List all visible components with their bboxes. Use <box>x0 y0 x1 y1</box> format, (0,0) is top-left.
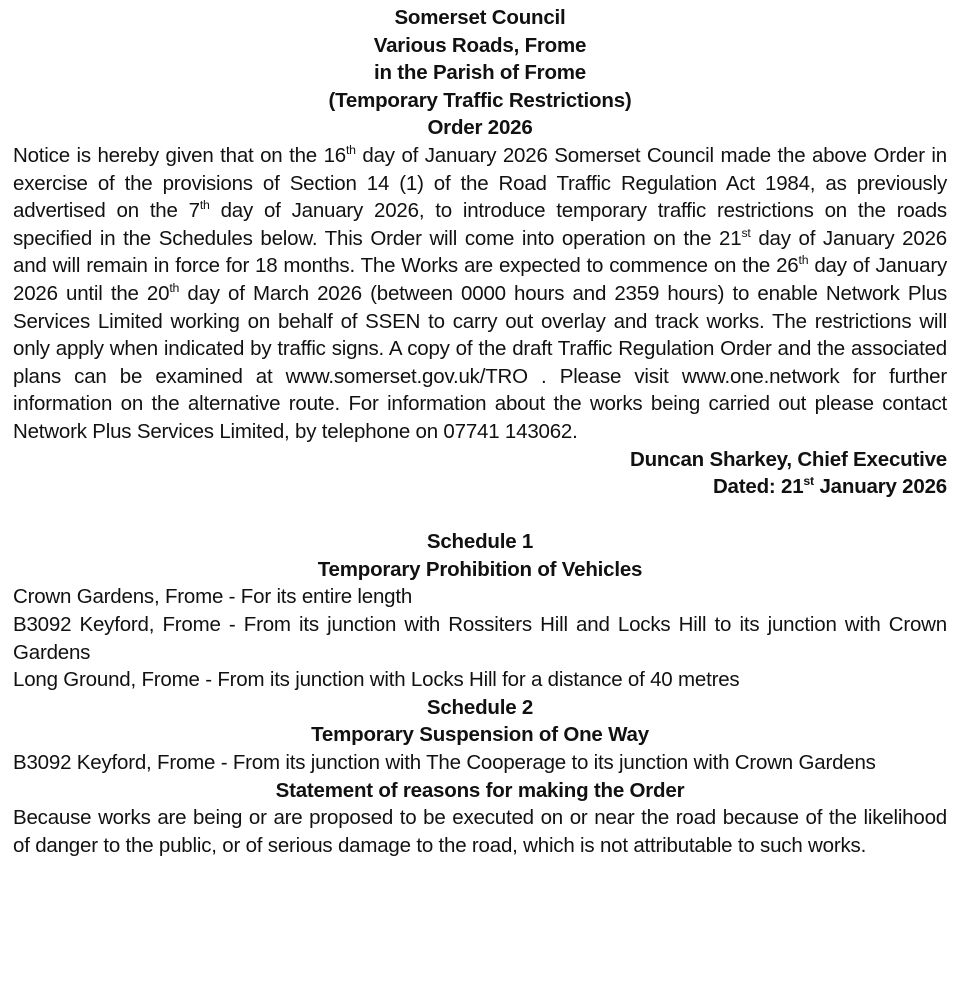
ordinal-suffix: th <box>798 253 809 268</box>
ordinal-suffix: th <box>169 281 180 296</box>
restriction-type: (Temporary Traffic Restrictions) <box>328 88 632 112</box>
schedule-1-item: Crown Gardens, Frome - For its entire length <box>13 585 413 609</box>
dated-prefix: Dated: 21 <box>712 475 804 499</box>
ordinal-suffix: st <box>741 225 751 240</box>
dated-line <box>13 473 947 501</box>
schedule-1-subheading: Temporary Prohibition of Vehicles <box>317 557 643 581</box>
schedule-1-item: B3092 Keyford, Frome - From its junction with Rossiters Hill and Locks Hill to its junction with Crown Gardens <box>13 613 947 664</box>
ordinal-suffix: th <box>199 198 210 213</box>
spacer <box>13 501 947 529</box>
notice-text-6: day of March 2026 (between 0000 hours and 2359 hours) to enable Network Plus Services Limited working on behalf of SSEN to carry out overlay and track works. The restrictions will only apply when indicated by traffic signs. A copy of the draft Traffic Regulation Order and the associated plans can be examined at www.somerset.gov.uk/TRO . Please visit www.one.network for further information on the alternative route. For information about the works being carried out please contact Network Plus Services Limited, by telephone on 07741 143062. <box>13 281 947 443</box>
ordinal-suffix: st <box>803 474 814 489</box>
schedule-1-heading: Schedule 1 <box>426 530 534 554</box>
notice-text-3: day of January 2026, to introduce temporary traffic restrictions on the roads specified in the Schedules below. This Order will come into operation on the 21 <box>13 199 947 250</box>
order-year: Order 2026 <box>427 116 533 140</box>
notice-text-1: Notice is hereby given that on the 16 <box>13 143 346 167</box>
notice-title <box>13 4 947 142</box>
council-name: Somerset Council <box>394 6 566 29</box>
notice-text-2: day of January 2026 Somerset Council made the above Order in exercise of the provisions of Section 14 (1) of the Road Traffic Regulation Act 1984, as previously advertised on the 7 <box>13 143 947 223</box>
parish-line: in the Parish of Frome <box>373 61 587 85</box>
schedule-1-item: Long Ground, Frome - From its junction with Locks Hill for a distance of 40 metres <box>13 668 740 692</box>
schedule-2-item: B3092 Keyford, Frome - From its junction with The Cooperage to its junction with Crown Gardens <box>13 751 876 775</box>
notice-text-4: day of January 2026 and will remain in force for 18 months. The Works are expected to commence on the 26 <box>13 226 947 278</box>
reasons-text: Because works are being or are proposed to be executed on or near the road because of the likelihood of danger to the public, or of serious damage to the road, which is not attributable to such works. <box>13 806 947 857</box>
notice-body <box>13 142 947 446</box>
signatory: Duncan Sharkey, Chief Executive <box>630 447 947 471</box>
reasons-heading: Statement of reasons for making the Order <box>275 778 685 802</box>
roads-line: Various Roads, Frome <box>373 33 587 57</box>
notice-text-5: day of January 2026 until the 20 <box>13 254 947 305</box>
dated-suffix: January 2026 <box>813 475 947 499</box>
schedule-2-heading: Schedule 2 <box>426 695 534 719</box>
ordinal-suffix: th <box>345 143 356 158</box>
schedule-2-subheading: Temporary Suspension of One Way <box>311 723 649 747</box>
